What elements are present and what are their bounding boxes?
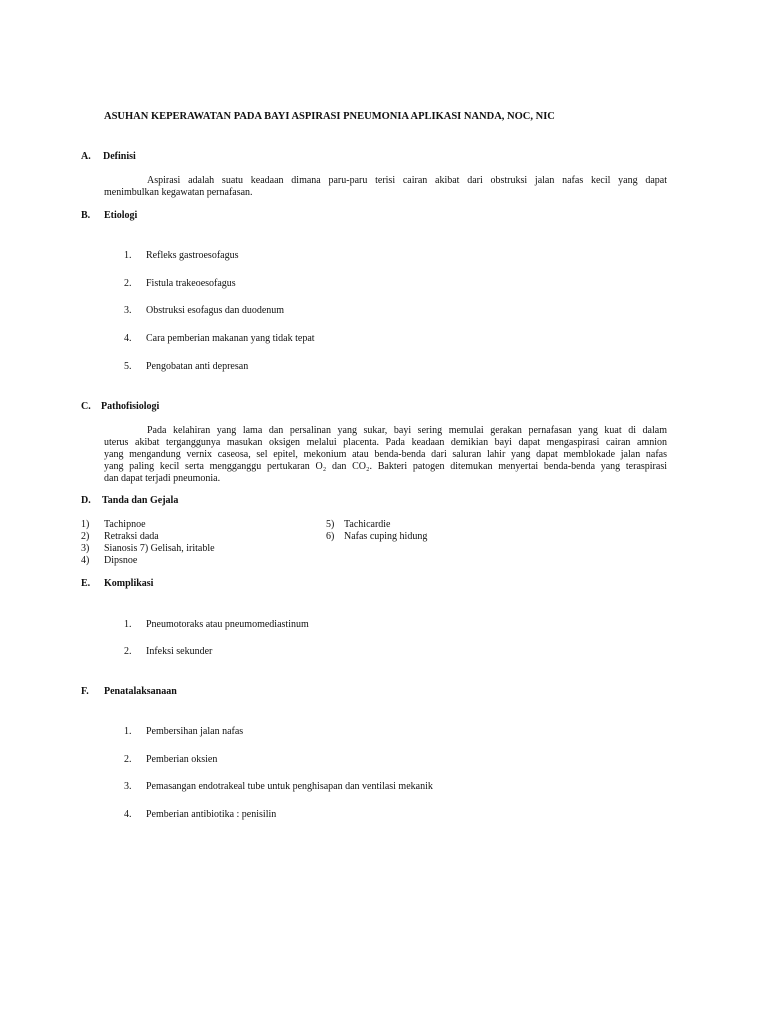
list-text: Pneumotoraks atau pneumomediastinum	[146, 619, 309, 630]
list-number: 3.	[124, 781, 132, 792]
paragraph-line: dan dapat terjadi pneumonia.	[104, 473, 221, 484]
list-number: 2.	[124, 278, 132, 289]
list-number: 1.	[124, 726, 132, 737]
list-number: 4.	[124, 809, 132, 820]
list-number: 1.	[124, 250, 132, 261]
list-text: Pengobatan anti depresan	[146, 361, 249, 372]
symptom-text: Sianosis 7) Gelisah, iritable	[104, 543, 215, 554]
list-number: 1.	[124, 619, 132, 630]
paragraph-line: uterus akibat terganggunya masukan oksigen melalui placenta. Pada keadaan demikian bayi dapat mengaspirasi cairan amnion	[104, 437, 667, 448]
section-d-title: Tanda dan Gejala	[102, 495, 179, 506]
symptom-text: Tachicardie	[344, 519, 391, 530]
section-e-heading	[81, 578, 153, 589]
symptom-number: 3)	[81, 543, 90, 554]
symptom-number: 1)	[81, 519, 90, 530]
symptom-text: Tachipnoe	[104, 519, 146, 530]
section-c-letter: C.	[81, 401, 91, 412]
section-c-heading	[81, 401, 159, 412]
section-a-letter: A.	[81, 151, 91, 162]
section-b-title: Etiologi	[104, 210, 138, 221]
paragraph-line: Pada kelahiran yang lama dan persalinan yang sukar, bayi sering memulai gerakan pernafasan yang kuat di dalam	[147, 425, 667, 436]
section-c-title: Pathofisiologi	[101, 401, 160, 412]
list-text: Fistula trakeoesofagus	[146, 278, 236, 289]
list-text: Pemberian antibiotika : penisilin	[146, 809, 277, 820]
section-f-title: Penatalaksanaan	[104, 686, 177, 697]
section-c-paragraph	[104, 425, 667, 485]
list-number: 5.	[124, 361, 132, 372]
section-d-letter: D.	[81, 495, 91, 506]
symptom-text: Dipsnoe	[104, 555, 138, 566]
list-text: Obstruksi esofagus dan duodenum	[146, 305, 285, 316]
section-e-title: Komplikasi	[104, 578, 154, 589]
list-number: 2.	[124, 754, 132, 765]
section-f-letter: F.	[81, 686, 89, 697]
section-b-heading	[81, 210, 137, 221]
list-number: 4.	[124, 333, 132, 344]
paragraph-line: menimbulkan kegawatan pernafasan.	[104, 187, 253, 198]
list-text: Refleks gastroesofagus	[146, 250, 239, 261]
section-b-letter: B.	[81, 210, 91, 221]
section-d-heading	[81, 495, 178, 506]
symptom-text: Nafas cuping hidung	[344, 531, 428, 542]
list-number: 3.	[124, 305, 132, 316]
section-e-letter: E.	[81, 578, 91, 589]
section-a-heading	[81, 151, 136, 162]
section-a-paragraph	[104, 175, 667, 199]
list-text: Pemberian oksien	[146, 754, 218, 765]
list-number: 2.	[124, 646, 132, 657]
section-f-heading	[81, 686, 177, 697]
list-text: Cara pemberian makanan yang tidak tepat	[146, 333, 315, 344]
list-text: Pemasangan endotrakeal tube untuk penghisapan dan ventilasi mekanik	[146, 781, 433, 792]
list-text: Infeksi sekunder	[146, 646, 213, 657]
paragraph-line: yang paling kecil serta mengganggu pertukaran O₂ dan CO₂. Bakteri patogen ditemukan menyertai benda-benda yang teraspirasi	[104, 461, 667, 472]
paragraph-line: yang mengandung vernix caseosa, sel epitel, mekonium atau benda-benda dari saluran lahir yang dapat memblokade jalan nafas	[104, 449, 667, 460]
symptom-text: Retraksi dada	[104, 531, 159, 542]
list-text: Pembersihan jalan nafas	[146, 726, 244, 737]
symptom-number: 6)	[326, 531, 335, 542]
section-a-title: Definisi	[103, 151, 136, 162]
symptom-number: 2)	[81, 531, 90, 542]
paragraph-line: Aspirasi adalah suatu keadaan dimana paru-paru terisi cairan akibat dari obstruksi jalan nafas kecil yang dapat	[147, 175, 667, 186]
document-title: ASUHAN KEPERAWATAN PADA BAYI ASPIRASI PNEUMONIA APLIKASI NANDA, NOC, NIC	[104, 111, 555, 122]
symptom-number: 4)	[81, 555, 90, 566]
symptom-number: 5)	[326, 519, 335, 530]
